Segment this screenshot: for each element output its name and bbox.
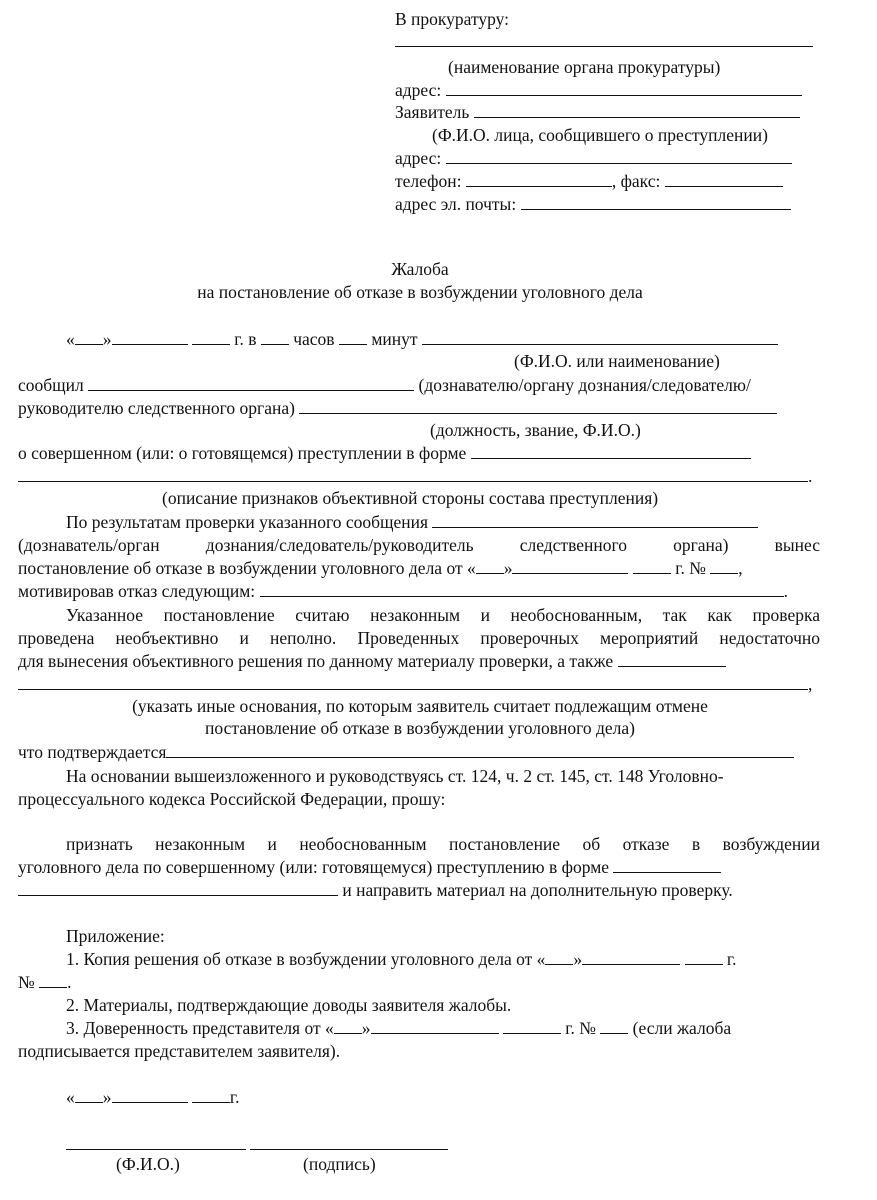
request-crime-form-field-2[interactable] — [18, 879, 338, 896]
comma: , — [808, 674, 813, 694]
footer-year-field[interactable] — [192, 1086, 230, 1103]
applicant-address-row — [395, 147, 792, 169]
contacts-row — [395, 170, 783, 192]
applicant-name-field[interactable] — [474, 101, 800, 118]
reporter-name-field[interactable] — [422, 328, 778, 345]
number-label: г. № — [565, 1018, 596, 1038]
email-label: адрес эл. почты: — [395, 194, 517, 214]
crime-form-row — [18, 442, 751, 464]
applicant-label: Заявитель — [395, 102, 470, 122]
decision-month-field[interactable] — [512, 557, 628, 574]
prosecutor-address-row — [395, 79, 802, 101]
attachment-item-1-number — [18, 971, 71, 993]
attachment-1-day-field[interactable] — [545, 948, 573, 965]
unlawful-text-1: Указанное постановление считаю незаконным и необоснованным, так как проверка — [66, 605, 820, 625]
footer-signature-field[interactable] — [250, 1133, 448, 1150]
address-label: адрес: — [395, 80, 442, 100]
attachment-1-year-field[interactable] — [685, 948, 723, 965]
attachment-3-number-field[interactable] — [600, 1017, 628, 1034]
document-title: Жалоба — [391, 259, 449, 279]
minutes-label: минут — [371, 329, 418, 349]
check-results-row — [66, 511, 758, 533]
number-sign: № — [18, 972, 35, 992]
prosecutor-name-field[interactable] — [395, 30, 813, 52]
attachments-heading: Приложение: — [66, 926, 165, 946]
footer-fio-field[interactable] — [66, 1133, 246, 1150]
attachment-3-month-field[interactable] — [371, 1017, 499, 1034]
quote-close: » — [361, 1018, 371, 1038]
addressee-label: В прокуратуру: — [395, 9, 510, 29]
signature-lines — [66, 1133, 448, 1155]
other-grounds-caption-2: постановление об отказе в возбуждении уголовного дела) — [205, 718, 635, 738]
fio-caption: (Ф.И.О. или наименование) — [514, 351, 720, 371]
crime-form-label: о совершенном (или: о готовящемся) преступлении в форме — [18, 443, 467, 463]
prosecutor-caption: (наименование органа прокуратуры) — [448, 57, 721, 77]
legal-basis-text-2: процессуального кодекса Российской Федерации, прошу: — [18, 789, 446, 809]
phone-field[interactable] — [466, 170, 612, 187]
quote-open: « — [66, 329, 75, 349]
year-label: г. в — [234, 329, 257, 349]
attachment-item-2: 2. Материалы, подтверждающие доводы заявителя жалобы. — [66, 995, 512, 1015]
period: . — [808, 466, 813, 486]
quote-close: » — [573, 949, 583, 969]
footer-month-field[interactable] — [112, 1086, 188, 1103]
head-label: руководителю следственного органа) — [18, 398, 295, 418]
minutes-field[interactable] — [339, 328, 367, 345]
confirmed-row — [18, 741, 794, 763]
reported-what-field[interactable] — [88, 374, 414, 391]
position-caption: (должность, звание, Ф.И.О.) — [430, 420, 641, 440]
request-text-1: признать незаконным и необоснованным постановление об отказе в возбуждении — [66, 834, 820, 854]
attachment-1-text: 1. Копия решения об отказе в возбуждении уголовного дела от « — [66, 949, 546, 969]
year-label: г. — [229, 1087, 240, 1107]
email-row — [395, 193, 791, 215]
fax-label: , факс: — [611, 171, 661, 191]
email-field[interactable] — [521, 193, 791, 210]
hours-field[interactable] — [261, 328, 289, 345]
report-datetime-row — [66, 328, 778, 350]
month-field[interactable] — [112, 328, 188, 345]
other-grounds-label: для вынесения объективного решения по данному материалу проверки, а также — [18, 651, 614, 671]
request-row-3 — [18, 879, 733, 901]
request-row-2 — [18, 856, 721, 878]
request-text-2: уголовного дела по совершенному (или: готовящемуся) преступлению в форме — [18, 857, 610, 877]
other-grounds-row — [18, 650, 726, 672]
attachment-3-year-field[interactable] — [503, 1017, 561, 1034]
confirmed-label: что подтверждается — [18, 742, 167, 762]
comma: , — [738, 558, 743, 578]
reported-label: сообщил — [18, 375, 84, 395]
check-results-label: По результатам проверки указанного сообщения — [66, 512, 429, 532]
signature-caption: (подпись) — [303, 1154, 376, 1174]
request-text-3: и направить материал на дополнительную проверку. — [342, 880, 733, 900]
footer-day-field[interactable] — [75, 1086, 103, 1103]
motivation-field[interactable] — [260, 580, 784, 597]
applicant-caption: (Ф.И.О. лица, сообщившего о преступлении) — [432, 125, 768, 145]
address-label: адрес: — [395, 148, 442, 168]
confirmed-field[interactable] — [166, 741, 794, 758]
decision-date-label: постановление об отказе в возбуждении уголовного дела от « — [18, 558, 476, 578]
document-subtitle: на постановление об отказе в возбуждении уголовного дела — [197, 282, 643, 302]
request-crime-form-field-1[interactable] — [613, 856, 721, 873]
attachment-item-3 — [66, 1017, 731, 1039]
attachment-item-1 — [66, 948, 736, 970]
motivation-row — [18, 580, 788, 602]
reported-to-row — [18, 374, 751, 396]
head-row — [18, 397, 777, 419]
description-caption: (описание признаков объективной стороны состава преступления) — [162, 488, 659, 508]
decision-number-label: г. № — [675, 558, 706, 578]
attachment-3-day-field[interactable] — [334, 1017, 362, 1034]
day-field[interactable] — [75, 328, 103, 345]
attachment-1-number-field[interactable] — [39, 971, 67, 988]
legal-basis-text-1: На основании вышеизложенного и руководствуясь ст. 124, ч. 2 ст. 145, ст. 148 Уголовно- — [66, 766, 724, 786]
other-grounds-caption-1: (указать иные основания, по которым заявитель считает подлежащим отмене — [132, 696, 708, 716]
motivation-label: мотивировав отказ следующим: — [18, 581, 256, 601]
attachment-1-month-field[interactable] — [582, 948, 680, 965]
applicant-address-field[interactable] — [446, 147, 792, 164]
decision-day-field[interactable] — [476, 557, 504, 574]
year-label: г. — [726, 949, 737, 969]
attachment-item-3-cont: подписывается представителем заявителя). — [18, 1041, 341, 1061]
quote-close: » — [503, 558, 513, 578]
attachment-3-text: 3. Доверенность представителя от « — [66, 1018, 334, 1038]
recipient-types-text: (дознавателю/органу дознания/следователю/ — [418, 375, 751, 395]
quote-close: » — [102, 329, 112, 349]
quote-close: » — [102, 1087, 112, 1107]
footer-date-row — [66, 1086, 239, 1108]
year-field[interactable] — [192, 328, 230, 345]
check-results-field[interactable] — [432, 511, 758, 528]
other-grounds-field-1[interactable] — [618, 650, 726, 667]
decision-date-row — [18, 557, 743, 579]
crime-description-row — [18, 465, 812, 487]
issuer-text: (дознаватель/орган дознания/следователь/руководитель следственного органа) вынес — [18, 535, 820, 555]
period: . — [67, 972, 72, 992]
decision-number-field[interactable] — [710, 557, 738, 574]
period: . — [783, 581, 788, 601]
decision-year-field[interactable] — [633, 557, 671, 574]
crime-form-field[interactable] — [471, 442, 751, 459]
other-grounds-row-2 — [18, 673, 812, 695]
attachment-3-note: (если жалоба — [632, 1018, 732, 1038]
hours-label: часов — [293, 329, 335, 349]
phone-label: телефон: — [395, 171, 462, 191]
unlawful-text-2: проведена необъективно и неполно. Проведенных проверочных мероприятий недостаточно — [18, 628, 820, 648]
fax-field[interactable] — [665, 170, 783, 187]
quote-open: « — [66, 1087, 75, 1107]
applicant-row — [395, 101, 800, 123]
fio-caption-footer: (Ф.И.О.) — [116, 1154, 180, 1174]
crime-description-field[interactable] — [18, 465, 808, 482]
prosecutor-address-field[interactable] — [446, 79, 802, 96]
other-grounds-field-2[interactable] — [18, 673, 808, 690]
official-field[interactable] — [299, 397, 777, 414]
